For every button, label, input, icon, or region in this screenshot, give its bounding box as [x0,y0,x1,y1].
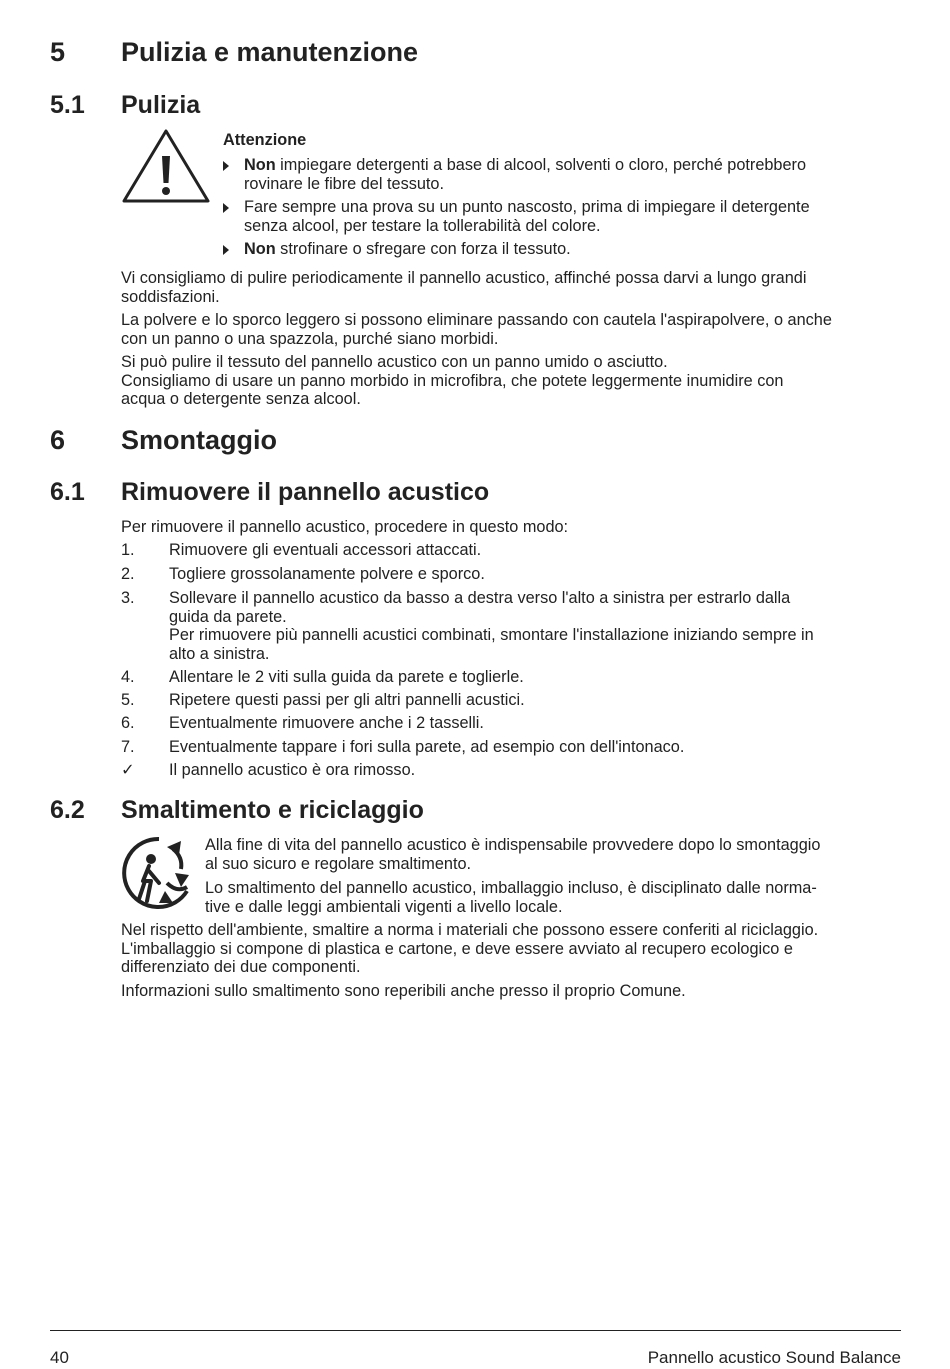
warning-item [223,198,903,236]
paragraph-line: acqua o detergente senza alcool. [121,390,361,408]
step-text: Eventualmente tappare i fori sulla parete, ad esempio con dell'intonaco. [169,738,685,756]
disposal-paragraph [205,879,905,916]
step-text: guida da parete. [169,607,287,626]
subsection-number: 5.1 [50,91,85,119]
paragraph [121,353,911,409]
warning-text: Fare sempre una prova su un punto nascosto, prima di impiegare il detergente [244,198,810,216]
check-icon: ✓ [121,761,135,779]
paragraph-line: L'imballaggio si compone di plastica e cartone, e deve essere avviato al recupero ecologico e [121,939,793,958]
paragraph-line: con un panno o una spazzola, purché siano morbidi. [121,329,499,348]
paragraph [121,311,911,348]
warning-bold: Non [244,156,276,174]
bullet-triangle-icon [223,245,229,255]
step-text: Per rimuovere più pannelli acustici combinati, smontare l'installazione iniziando sempre in [169,626,814,644]
paragraph-line: tive e dalle leggi ambientali vigenti a livello locale. [205,897,563,916]
subsection-title: Rimuovere il pannello acustico [121,478,490,506]
step-number: 6. [121,714,135,732]
paragraph [121,269,911,306]
paragraph [121,921,911,977]
recycling-icon [121,835,197,911]
paragraph-line: Nel rispetto dell'ambiente, smaltire a norma i materiali che possono essere conferiti al riciclaggio. [121,921,819,939]
removal-intro: Per rimuovere il pannello acustico, procedere in questo modo: [121,518,569,536]
step-text: Sollevare il pannello acustico da basso a destra verso l'alto a sinistra per estrarlo dalla [169,589,791,607]
warning-text: rovinare le fibre del tessuto. [244,174,445,193]
warning-bold: Non [244,240,276,258]
warning-triangle-icon [121,128,211,204]
paragraph-line: La polvere e lo sporco leggero si possono eliminare passando con cautela l'aspirapolvere, o anche [121,311,832,329]
step-text: Il pannello acustico è ora rimosso. [169,761,416,779]
warning-heading: Attenzione [223,131,307,149]
paragraph-line: Consigliamo di usare un panno morbido in microfibra, che potete leggermente inumidire con [121,371,784,390]
step-text: Eventualmente rimuovere anche i 2 tasselli. [169,714,484,732]
section-number: 5 [50,37,66,67]
step-text: Togliere grossolanamente polvere e sporco. [169,565,485,583]
step-number: 5. [121,691,135,709]
step-number: 4. [121,668,135,686]
footer-product-name: Pannello acustico Sound Balance [647,1348,901,1367]
section-number: 6 [50,425,66,455]
bullet-triangle-icon [223,161,229,171]
paragraph-line: Lo smaltimento del pannello acustico, imballaggio incluso, è disciplinato dalle norma- [205,879,817,897]
paragraph [121,982,911,1001]
step-text: alto a sinistra. [169,644,270,663]
warning-text: strofinare o sfregare con forza il tessuto. [275,240,571,258]
disposal-paragraph [205,836,905,873]
step-number: 1. [121,541,135,559]
step-number: 7. [121,738,135,756]
page-number: 40 [50,1348,69,1367]
warning-text: impiegare detergenti a base di alcool, solventi o cloro, perché potrebbero [275,156,807,174]
step-text: Rimuovere gli eventuali accessori attaccati. [169,541,482,559]
paragraph-line: Si può pulire il tessuto del pannello acustico con un panno umido o asciutto. [121,353,668,371]
paragraph-line: al suo sicuro e regolare smaltimento. [205,854,472,873]
step-text: Ripetere questi passi per gli altri pannelli acustici. [169,691,525,709]
section-title: Pulizia e manutenzione [121,37,419,67]
bullet-triangle-icon [223,203,229,213]
paragraph-line: Vi consigliamo di pulire periodicamente il pannello acustico, affinché possa darvi a lungo grandi [121,269,807,287]
warning-item [223,240,903,260]
subsection-title: Pulizia [121,91,201,119]
subsection-title: Smaltimento e riciclaggio [121,796,424,824]
warning-item [223,156,903,194]
paragraph-line: Informazioni sullo smaltimento sono reperibili anche presso il proprio Comune. [121,982,686,1000]
paragraph-line: differenziato dei due componenti. [121,958,361,976]
step-number: 2. [121,565,135,583]
subsection-number: 6.2 [50,796,85,824]
step-number: 3. [121,589,135,607]
step-text: Allentare le 2 viti sulla guida da parete e toglierle. [169,668,524,686]
subsection-number: 6.1 [50,478,85,506]
section-title: Smontaggio [121,425,277,455]
footer-divider [50,1330,901,1331]
paragraph-line: Alla fine di vita del pannello acustico è indispensabile provvedere dopo lo smontaggio [205,836,821,854]
warning-text: senza alcool, per testare la tollerabilità del colore. [244,216,601,235]
paragraph-line: soddisfazioni. [121,287,220,306]
